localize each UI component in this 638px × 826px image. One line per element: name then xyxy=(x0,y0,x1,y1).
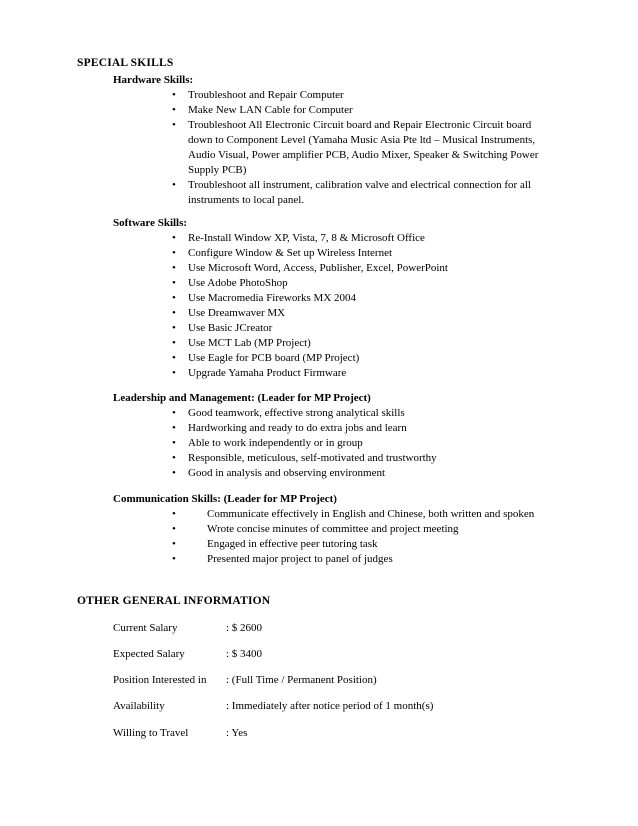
list-item: • Re-Install Window XP, Vista, 7, 8 & Microsoft Office xyxy=(172,232,425,244)
info-value: : Yes xyxy=(226,727,248,739)
info-label: Willing to Travel xyxy=(113,727,189,739)
bullet-icon: • xyxy=(172,538,176,550)
list-item: • Use Adobe PhotoShop xyxy=(172,277,288,289)
list-item: • Communicate effectively in English and Chinese, both written and spoken xyxy=(172,508,535,520)
info-value: : (Full Time / Permanent Position) xyxy=(226,674,377,686)
bullet-icon: • xyxy=(172,422,176,434)
bullet-icon: • xyxy=(172,367,176,379)
info-value: : Immediately after notice period of 1 month(s) xyxy=(226,700,434,712)
leadership-heading: Leadership and Management: (Leader for MP Project) xyxy=(113,392,371,404)
communication-heading: Communication Skills: (Leader for MP Project) xyxy=(113,493,337,505)
list-item: • Able to work independently or in group xyxy=(172,437,363,449)
bullet-icon: • xyxy=(172,352,176,364)
bullet-icon: • xyxy=(172,277,176,289)
list-item: • Troubleshoot All Electronic Circuit board and Repair Electronic Circuit board down to Component Level (Yamaha Music Asia Pte ltd – Musical Instruments, Audio Visual, Power amplifier PCB, Audio Mixer, Speaker & Switching Power Supply PCB) xyxy=(172,119,539,176)
list-item: • Wrote concise minutes of committee and project meeting xyxy=(172,523,459,535)
bullet-icon: • xyxy=(172,553,176,565)
bullet-icon: • xyxy=(172,292,176,304)
list-item: • Use Microsoft Word, Access, Publisher, Excel, PowerPoint xyxy=(172,262,448,274)
bullet-icon: • xyxy=(172,247,176,259)
list-item: • Troubleshoot all instrument, calibration valve and electrical connection for all instruments to local panel. xyxy=(172,179,531,206)
bullet-icon: • xyxy=(172,179,176,191)
bullet-icon: • xyxy=(172,508,176,520)
list-item: • Configure Window & Set up Wireless Internet xyxy=(172,247,393,259)
list-item: • Use MCT Lab (MP Project) xyxy=(172,337,311,349)
info-label: Expected Salary xyxy=(113,648,185,660)
leadership-list xyxy=(172,406,562,481)
bullet-icon: • xyxy=(172,467,176,479)
bullet-icon: • xyxy=(172,407,176,419)
software-skills-heading: Software Skills: xyxy=(113,217,188,229)
bullet-icon: • xyxy=(172,322,176,334)
list-item: • Troubleshoot and Repair Computer xyxy=(172,89,344,101)
list-item: • Use Macromedia Fireworks MX 2004 xyxy=(172,292,357,304)
bullet-icon: • xyxy=(172,437,176,449)
bullet-icon: • xyxy=(172,262,176,274)
list-item: • Engaged in effective peer tutoring task xyxy=(172,538,378,550)
list-item: • Responsible, meticulous, self-motivated and trustworthy xyxy=(172,452,437,464)
communication-list xyxy=(172,507,572,567)
list-item: • Upgrade Yamaha Product Firmware xyxy=(172,367,347,379)
info-label: Availability xyxy=(113,700,165,712)
bullet-icon: • xyxy=(172,89,176,101)
hardware-skills-heading: Hardware Skills: xyxy=(113,74,194,86)
bullet-icon: • xyxy=(172,452,176,464)
software-skills-list xyxy=(172,231,552,381)
bullet-icon: • xyxy=(172,523,176,535)
list-item: • Use Eagle for PCB board (MP Project) xyxy=(172,352,360,364)
list-item: • Hardworking and ready to do extra jobs and learn xyxy=(172,422,407,434)
special-skills-heading: SPECIAL SKILLS xyxy=(77,57,174,69)
hardware-skills-list xyxy=(172,88,552,208)
info-value: : $ 2600 xyxy=(226,622,263,634)
list-item: • Use Basic JCreator xyxy=(172,322,273,334)
list-item: • Good in analysis and observing environment xyxy=(172,467,386,479)
bullet-icon: • xyxy=(172,232,176,244)
bullet-icon: • xyxy=(172,104,176,116)
list-item: • Presented major project to panel of judges xyxy=(172,553,393,565)
list-item: • Use Dreamwaver MX xyxy=(172,307,286,319)
list-item: • Make New LAN Cable for Computer xyxy=(172,104,353,116)
list-item: • Good teamwork, effective strong analytical skills xyxy=(172,407,405,419)
bullet-icon: • xyxy=(172,307,176,319)
bullet-icon: • xyxy=(172,119,176,131)
info-label: Current Salary xyxy=(113,622,178,634)
info-value: : $ 3400 xyxy=(226,648,263,660)
info-label: Position Interested in xyxy=(113,674,207,686)
other-info-heading: OTHER GENERAL INFORMATION xyxy=(77,595,271,607)
bullet-icon: • xyxy=(172,337,176,349)
